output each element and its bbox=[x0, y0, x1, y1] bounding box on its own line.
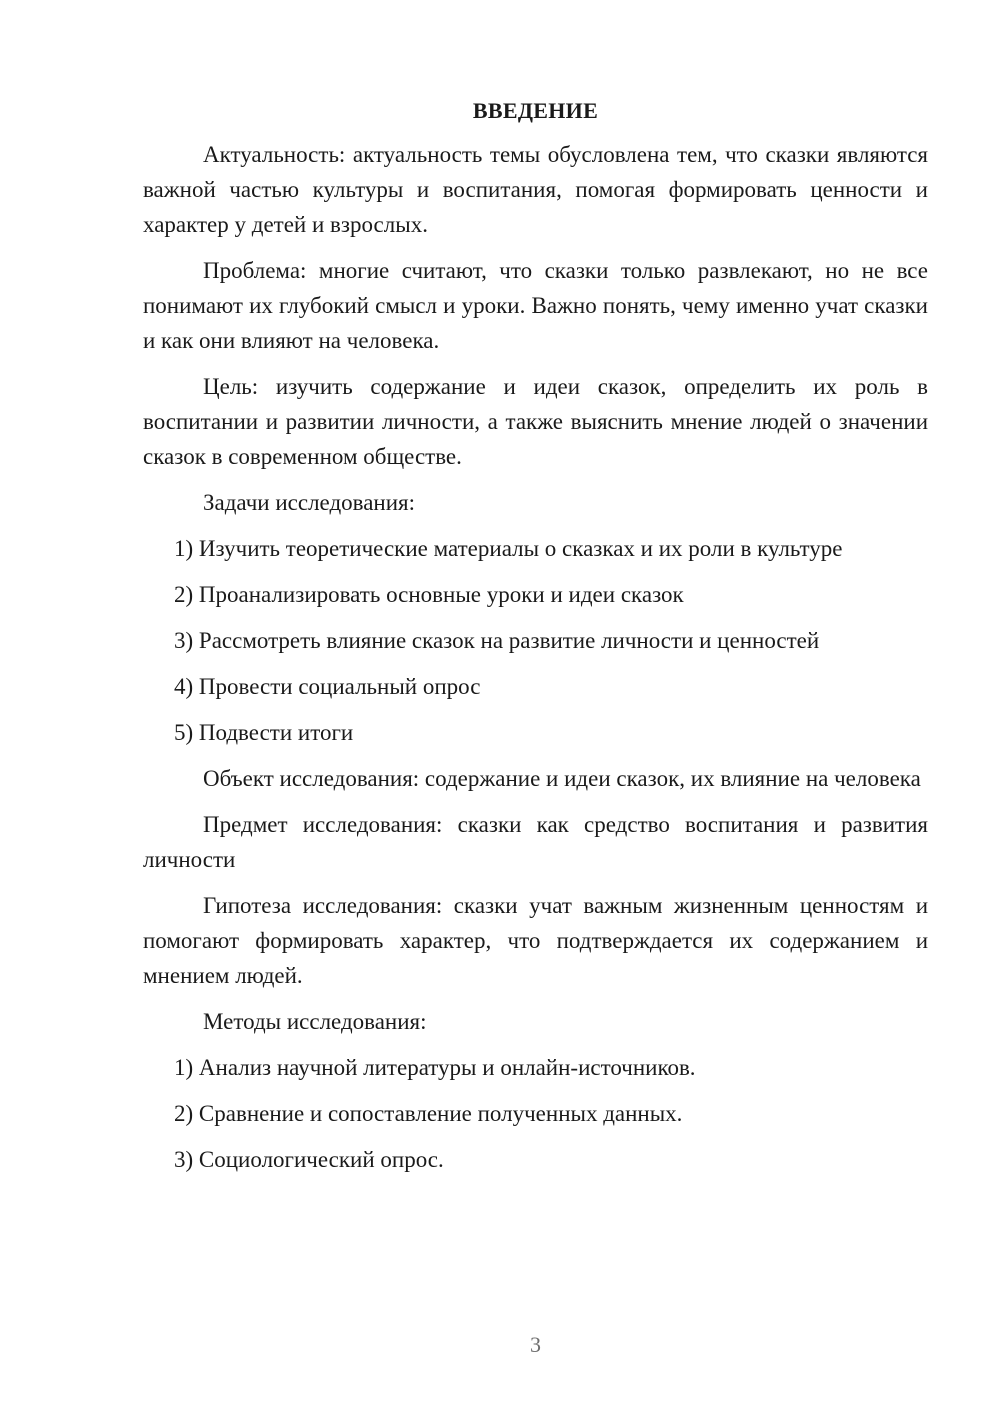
methods-label: Методы исследования: bbox=[203, 1009, 427, 1034]
task-item: 2) Проанализировать основные уроки и идеи сказок bbox=[174, 582, 684, 607]
problem-paragraph: Проблема: многие считают, что сказки только развлекают, но не все понимают их глубокий смысл и уроки. Важно понять, чему именно учат сказки и как они влияют на человека. bbox=[143, 258, 928, 353]
tasks-list bbox=[143, 531, 928, 750]
tasks-label: Задачи исследования: bbox=[203, 490, 416, 515]
page-number: 3 bbox=[530, 1332, 541, 1357]
goal-paragraph: Цель: изучить содержание и идеи сказок, определить их роль в воспитании и развитии личности, а также выяснить мнение людей о значении сказок в современном обществе. bbox=[143, 374, 928, 469]
task-item: 3) Рассмотреть влияние сказок на развитие личности и ценностей bbox=[174, 628, 820, 653]
page-content bbox=[143, 96, 928, 1188]
method-item: 3) Социологический опрос. bbox=[174, 1147, 444, 1172]
hypothesis-paragraph: Гипотеза исследования: сказки учат важным жизненным ценностям и помогают формировать характер, что подтверждается их содержанием и мнением людей. bbox=[143, 893, 928, 988]
task-item: 1) Изучить теоретические материалы о сказках и их роли в культуре bbox=[174, 536, 843, 561]
task-item: 5) Подвести итоги bbox=[174, 720, 354, 745]
subject-paragraph: Предмет исследования: сказки как средство воспитания и развития личности bbox=[143, 812, 928, 872]
task-item: 4) Провести социальный опрос bbox=[174, 674, 481, 699]
relevance-paragraph: Актуальность: актуальность темы обусловлена тем, что сказки являются важной частью культуры и воспитания, помогая формировать ценности и характер у детей и взрослых. bbox=[143, 142, 928, 237]
method-item: 1) Анализ научной литературы и онлайн-источников. bbox=[174, 1055, 696, 1080]
section-heading: ВВЕДЕНИЕ bbox=[472, 98, 599, 123]
method-item: 2) Сравнение и сопоставление полученных данных. bbox=[174, 1101, 683, 1126]
object-paragraph: Объект исследования: содержание и идеи сказок, их влияние на человека bbox=[203, 766, 921, 791]
methods-list bbox=[143, 1050, 928, 1177]
